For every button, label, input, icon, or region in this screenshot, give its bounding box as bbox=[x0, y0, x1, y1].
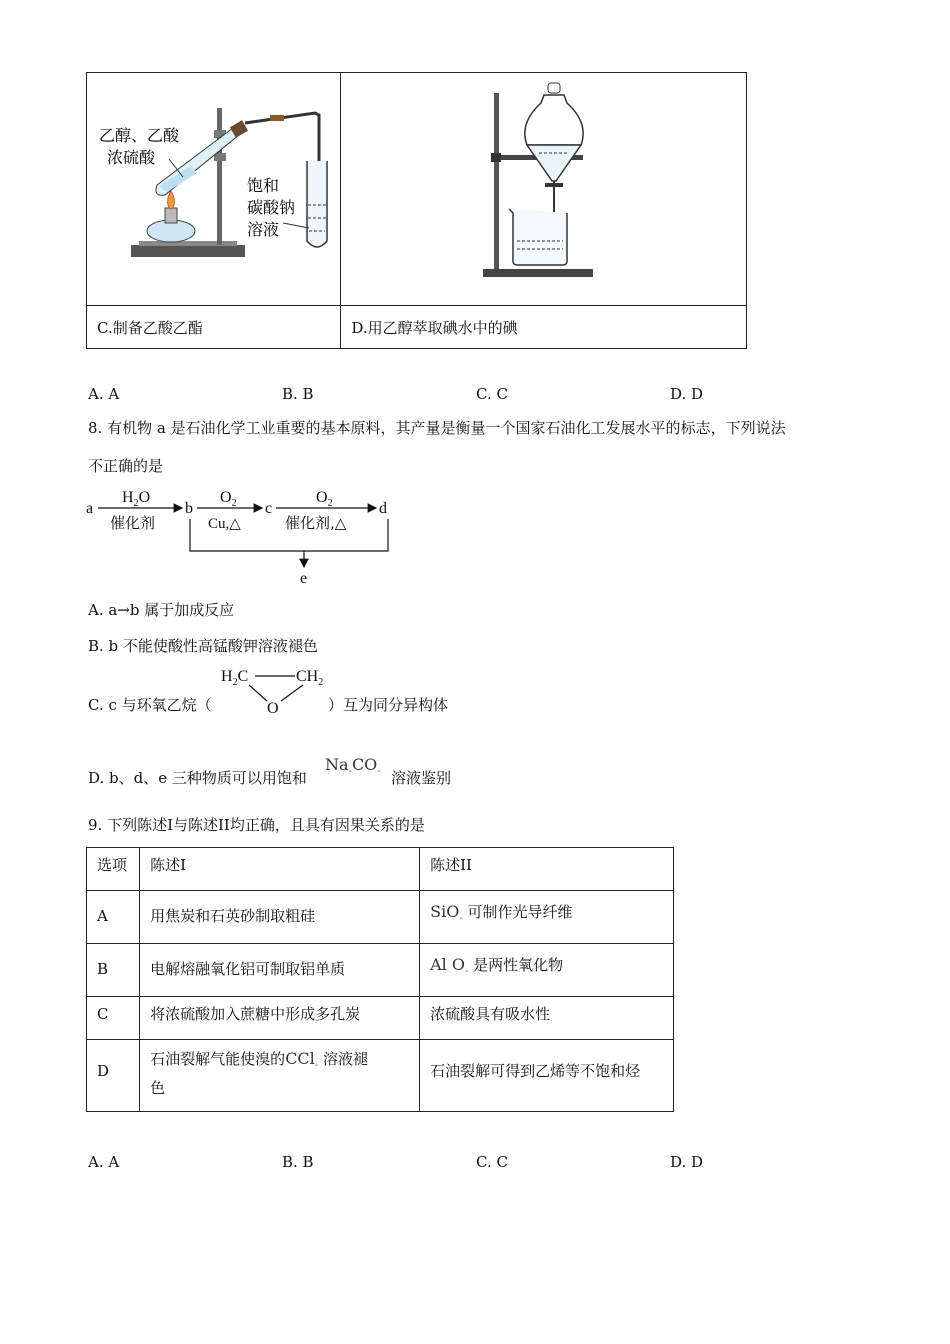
q9-header-s1: 陈述I bbox=[140, 848, 420, 891]
reaction-scheme bbox=[86, 485, 406, 587]
compound-c: c bbox=[265, 500, 273, 517]
step3-reagent: $O_2$ bbox=[316, 489, 333, 509]
caption-d: D.用乙醇萃取碘水中的碘 bbox=[341, 306, 747, 349]
q8-stem-line1: 8. 有机物 a 是石油化学工业重要的基本原料，其产量是衡量一个国家石油化工发展水平的标志，下列说法 bbox=[88, 419, 786, 437]
q9-header-option: 选项 bbox=[87, 848, 140, 891]
step1-reagent: $H_2O$ bbox=[122, 489, 151, 509]
q9-row-d-s1: 石油裂解气能使溴的CCl$_-$ 溶液褪 色 bbox=[140, 1040, 420, 1112]
epoxide-left-carbon: $H_2C$ bbox=[221, 668, 249, 688]
q8-option-c[interactable] bbox=[88, 695, 212, 715]
sio2-formula: SiO bbox=[430, 902, 460, 921]
q9-option-a[interactable]: A. A bbox=[88, 1153, 120, 1171]
q8-option-d-post: 溶液鉴别 bbox=[391, 769, 452, 787]
compound-d: d bbox=[379, 500, 387, 517]
apparatus-d-cell bbox=[341, 73, 747, 306]
epoxide-structure bbox=[215, 663, 335, 718]
q9-option-d[interactable]: D. D bbox=[670, 1153, 704, 1171]
q9-row-b-s1: 电解熔融氧化铝可制取铝单质 bbox=[140, 944, 420, 997]
label-reagents-2: 浓硫酸 bbox=[107, 148, 156, 167]
separatory-funnel-apparatus-image bbox=[341, 73, 745, 301]
compound-e: e bbox=[300, 570, 308, 587]
q9-row-a-s1: 用焦炭和石英砂制取粗硅 bbox=[140, 891, 420, 944]
q9-row-b bbox=[87, 944, 674, 997]
q9-row-b-opt: B bbox=[87, 944, 140, 997]
step3-condition: 催化剂,△ bbox=[285, 514, 347, 532]
q9-option-c[interactable]: C. C bbox=[476, 1153, 508, 1171]
compound-a: a bbox=[86, 500, 94, 517]
q8-option-c-post: ）互为同分异构体 bbox=[328, 696, 449, 714]
epoxide-right-carbon: $CH_2$ bbox=[296, 668, 324, 688]
compound-b: b bbox=[185, 500, 193, 517]
q7-options bbox=[88, 385, 864, 403]
na2co3-formula: $Na_-CO_-$ bbox=[325, 755, 381, 777]
q7-option-d[interactable]: D. D bbox=[670, 385, 704, 403]
q7-option-a[interactable]: A. A bbox=[88, 385, 120, 403]
label-solution-3: 溶液 bbox=[247, 220, 280, 239]
q9-row-c-opt: C bbox=[87, 997, 140, 1040]
q9-row-d-opt: D bbox=[87, 1040, 140, 1112]
q8-stem-line2: 不正确的是 bbox=[88, 457, 164, 475]
q9-row-a-opt: A bbox=[87, 891, 140, 944]
ccl4-formula: CCl bbox=[285, 1049, 315, 1068]
q9-row-c-s1: 将浓硫酸加入蔗糖中形成多孔炭 bbox=[140, 997, 420, 1040]
q8-option-a[interactable]: A. a→b 属于加成反应 bbox=[88, 601, 235, 619]
q9-options bbox=[88, 1153, 864, 1171]
q8-option-c-pre: C. c 与环氧乙烷（ bbox=[88, 696, 212, 714]
q9-header-s2: 陈述II bbox=[420, 848, 674, 891]
q9-table bbox=[86, 847, 674, 1112]
q8-option-d[interactable] bbox=[88, 768, 307, 788]
al2o3-formula: Al O bbox=[430, 955, 465, 974]
q9-option-b[interactable]: B. B bbox=[282, 1153, 314, 1171]
epoxide-oxygen: O bbox=[267, 700, 279, 717]
q8-option-b[interactable]: B. b 不能使酸性高锰酸钾溶液褪色 bbox=[88, 637, 318, 655]
step1-condition: 催化剂 bbox=[110, 514, 156, 532]
label-solution-1: 饱和 bbox=[247, 176, 280, 195]
q9-row-d bbox=[87, 1040, 674, 1112]
apparatus-table bbox=[86, 72, 747, 349]
label-solution-2: 碳酸钠 bbox=[247, 198, 296, 217]
q9-stem: 9. 下列陈述I与陈述II均正确，且具有因果关系的是 bbox=[88, 816, 425, 834]
label-reagents-1: 乙醇、乙酸 bbox=[99, 126, 180, 145]
step2-condition: Cu,△ bbox=[208, 516, 241, 532]
q7-option-b[interactable]: B. B bbox=[282, 385, 314, 403]
q9-row-d-s2: 石油裂解可得到乙烯等不饱和烃 bbox=[420, 1040, 674, 1112]
apparatus-c-cell bbox=[87, 73, 341, 306]
q9-row-c bbox=[87, 997, 674, 1040]
q8-option-d-pre: D. b、d、e 三种物质可以用饱和 bbox=[88, 769, 307, 787]
q9-row-a bbox=[87, 891, 674, 944]
q9-row-a-s2: SiO$_-$ 可制作光导纤维 bbox=[420, 891, 674, 944]
q9-header-row bbox=[87, 848, 674, 891]
q9-row-c-s2: 浓硫酸具有吸水性 bbox=[420, 997, 674, 1040]
step2-reagent: $O_2$ bbox=[220, 489, 237, 509]
caption-c: C.制备乙酸乙酯 bbox=[87, 306, 341, 349]
q9-row-b-s2: Al $O_-$ 是两性氧化物 bbox=[420, 944, 674, 997]
q7-option-c[interactable]: C. C bbox=[476, 385, 508, 403]
ester-prep-apparatus-image bbox=[87, 73, 340, 301]
